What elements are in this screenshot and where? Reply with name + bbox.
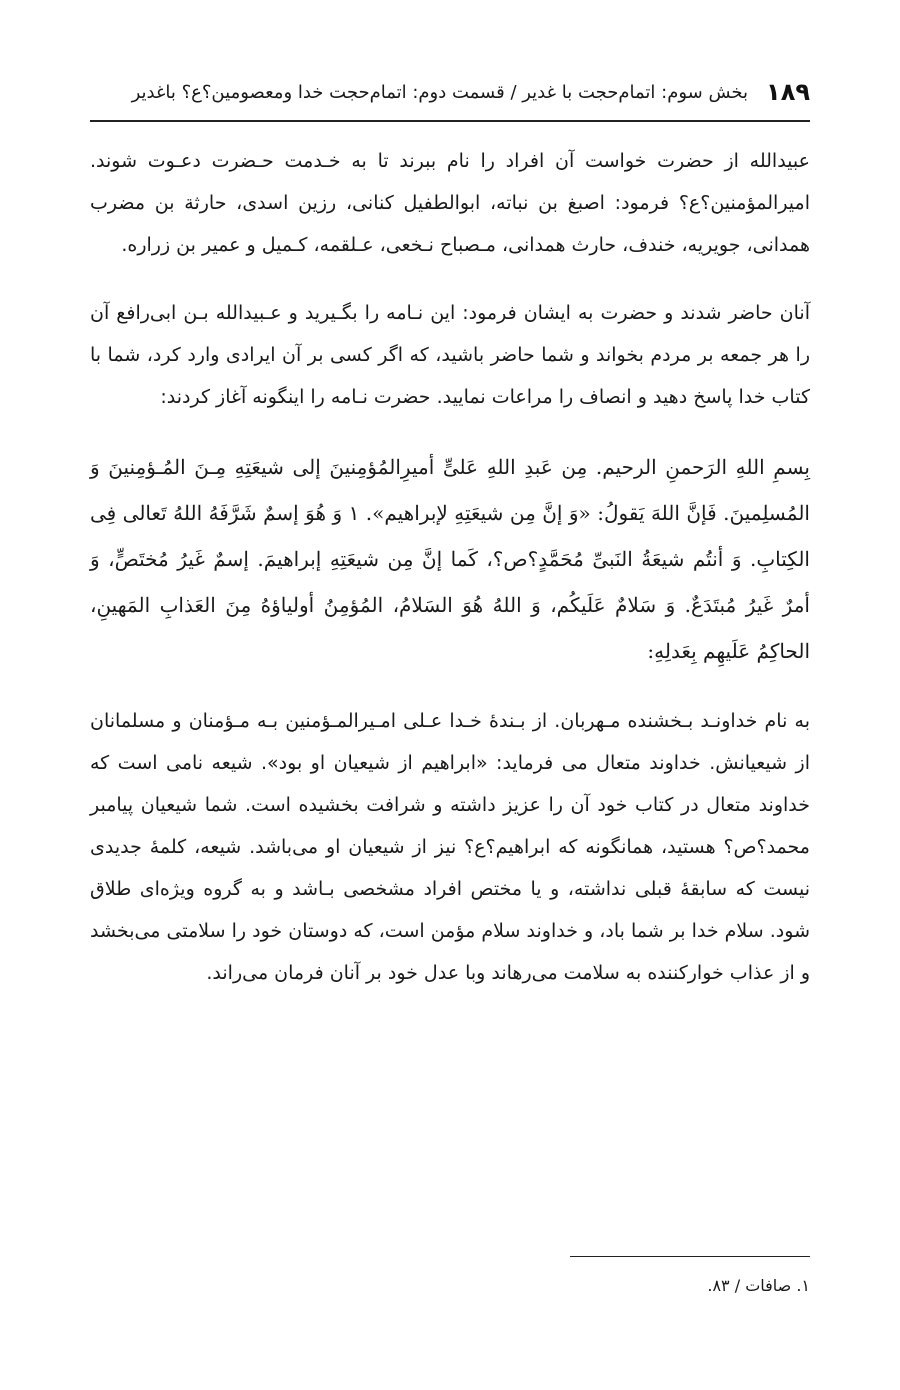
header-title: بخش سوم: اتمام‌حجت با غدیر / قسمت دوم: اتمام‌حجت خدا ومعصومین؟ع؟ باغدیر bbox=[131, 81, 749, 103]
paragraph-2: آنان حاضر شدند و حضرت به ایشان فرمود: این نـامه را بگـیرید و عـبیدالله بـن ابی‌رافع آن را هر جمعه بر مردم بخواند و شما حاضر باشید، که اگر کسی بر آن ایرادی وارد کرد، شما با کتاب خدا پاسخ دهید و انصاف را مراعات نمایید. حضرت نـامه را اینگونه آغاز کردند: bbox=[90, 302, 810, 408]
page-number: ۱۸۹ bbox=[766, 78, 810, 106]
paragraph-1: عبیدالله از حضرت خواست آن افراد را نام ببرند تا به خـدمت حـضرت دعـوت شوند. امیرالمؤمنین؟ع؟ فرمود: اصبغ بن نباته، ابوالطفیل کنانی، رزین اسدی، حارثة بن مضرب همدانی، جویریه، خندف، حارث همدانی، مـصباح نـخعی، عـلقمه، کـمیل و عمیر بن زراره. bbox=[90, 150, 810, 256]
footnote-divider bbox=[570, 1256, 810, 1257]
paragraph-translation: به نام خداونـد بـخشنده مـهربان. از بـندهٔ خـدا عـلی امـیرالمـؤمنین بـه مـؤمنان و مسلمانان از شیعیانش. خداوند متعال می فرماید: «ابراهیم از شیعیان او بود». شیعه نامی است که خداوند متعال در کتاب خود آن را عزیز داشته و شرافت بخشیده است. شما شیعیان پیامبر محمد؟ص؟ هستید، همانگونه که ابراهیم؟ع؟ نیز از شیعیان او می‌باشد. شیعه، کلمهٔ جدیدی نیست که سابقهٔ قبلی نداشته، و یا مختص افراد مشخصی بـاشد و به گروه ویژه‌ای طلاق شود. سلام خدا بر شما باد، و خداوند سلام مؤمن است، که دوستان خود را سلامتی می‌بخشد و از عذاب خوارکننده به سلامت می‌رهاند وبا عدل خود بر آنان فرمان می‌راند. bbox=[90, 710, 810, 984]
arabic-letter-text: بِسمِ اللهِ الرَحمنِ الرحیم. مِن عَبدِ اللهِ عَلیٍّ أمیرِالمُؤمِنینَ إلی شیعَتِهِ مِـنَ المُـؤمِنینَ وَ المُسلِمینَ. فَإنَّ اللهَ یَقولُ: «وَ إنَّ مِن شیعَتِهِ لإبراهیم». ۱ وَ هُوَ إسمٌ شَرَّفَهُ اللهُ تَعالی فِی الکِتابِ. وَ أنتُم شیعَةُ النَبیِّ مُحَمَّدٍ؟ص؟، کَما إنَّ مِن شیعَتِهِ إبراهیمَ. إسمٌ غَیرُ مُختَصٍّ، وَ أمرٌ غَیرُ مُبتَدَعٌ. وَ سَلامٌ عَلَیکُم، وَ اللهُ هُوَ السَلامُ، المُؤمِنُ أولیاؤهُ مِنَ العَذابِ المَهینِ، الحاکِمُ عَلَیهِم بِعَدلِهِ: bbox=[90, 455, 810, 663]
body-text bbox=[90, 140, 810, 1018]
footnote: ۱. صافات / ۸۳. bbox=[707, 1276, 810, 1295]
running-header bbox=[90, 64, 810, 122]
